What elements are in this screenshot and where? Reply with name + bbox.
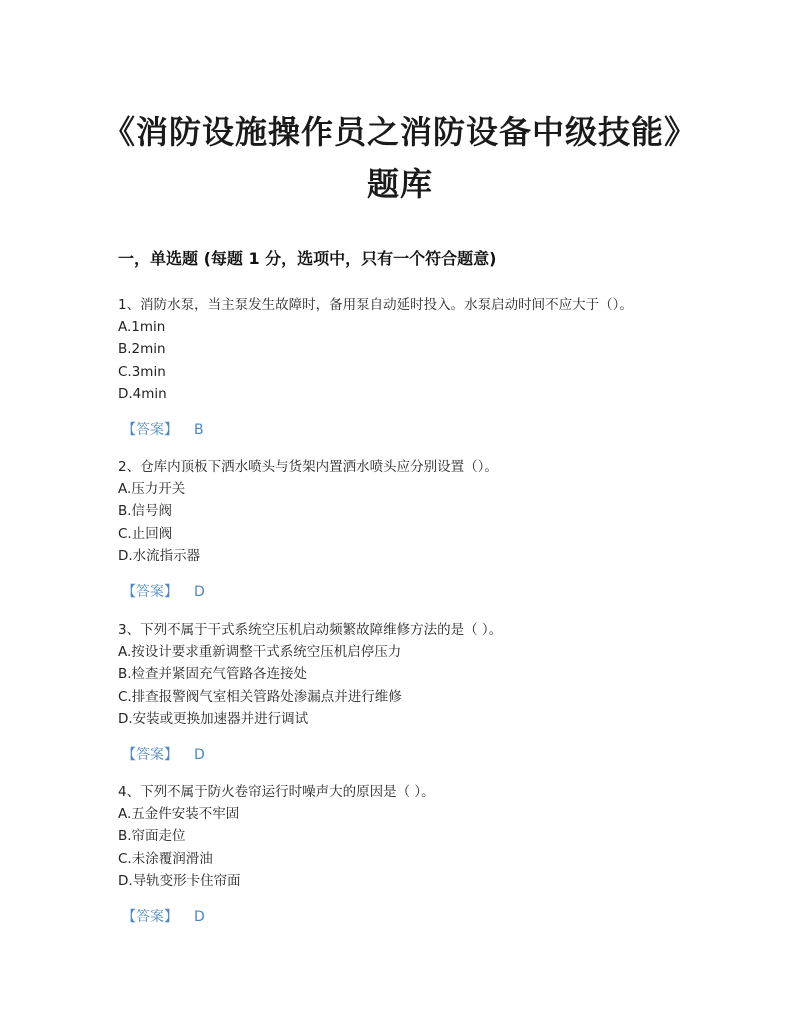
question-stem: 3、下列不属于干式系统空压机启动频繁故障维修方法的是（ ）。: [118, 622, 503, 638]
option-d: D.4min: [118, 385, 167, 402]
option-d: D.导轨变形卡住帘面: [118, 872, 241, 889]
answer-value: D: [194, 584, 205, 601]
answer-label: 【答案】: [122, 909, 178, 926]
option-a: A.1min: [118, 319, 166, 335]
answer-label: 【答案】: [122, 747, 178, 764]
option-c: C.止回阀: [118, 525, 173, 542]
option-c: C.3min: [118, 363, 166, 380]
option-c: C.排查报警阀气室相关管路处渗漏点并进行维修: [118, 688, 402, 705]
answer-line: [118, 906, 698, 928]
option-b: B.帘面走位: [118, 828, 186, 845]
option-c: C.未涂覆润滑油: [118, 850, 213, 867]
question-stem: 4、下列不属于防火卷帘运行时噪声大的原因是（ ）。: [118, 784, 435, 800]
document-title: 《消防设施操作员之消防设备中级技能》题库: [102, 113, 697, 203]
answer-line: [118, 419, 698, 441]
question-stem: 1、消防水泵，当主泵发生故障时，备用泵自动延时投入。水泵启动时间不应大于（）。: [118, 297, 633, 313]
answer-line: [118, 744, 698, 766]
answer-value: D: [194, 909, 205, 926]
option-b: B.检查并紧固充气管路各连接处: [118, 666, 308, 683]
answer-label: 【答案】: [122, 584, 178, 601]
answer-value: D: [194, 747, 205, 764]
question-4: [118, 781, 698, 928]
question-2: [118, 456, 698, 603]
option-a: A.五金件安装不牢固: [118, 806, 240, 822]
answer-line: [118, 581, 698, 603]
option-b: B.2min: [118, 341, 166, 358]
answer-label: 【答案】: [122, 422, 178, 439]
option-b: B.信号阀: [118, 503, 173, 520]
option-a: A.压力开关: [118, 481, 186, 497]
question-3: [118, 619, 698, 766]
question-1: [118, 294, 698, 441]
option-d: D.水流指示器: [118, 547, 201, 564]
question-stem: 2、仓库内顶板下洒水喷头与货架内置洒水喷头应分别设置（）。: [118, 459, 498, 475]
option-d: D.安装或更换加速器并进行调试: [118, 710, 309, 727]
option-a: A.按设计要求重新调整干式系统空压机启停压力: [118, 644, 402, 660]
section-heading: 一，单选题 (每题 1 分，选项中，只有一个符合题意): [118, 249, 497, 268]
answer-value: B: [194, 422, 204, 439]
